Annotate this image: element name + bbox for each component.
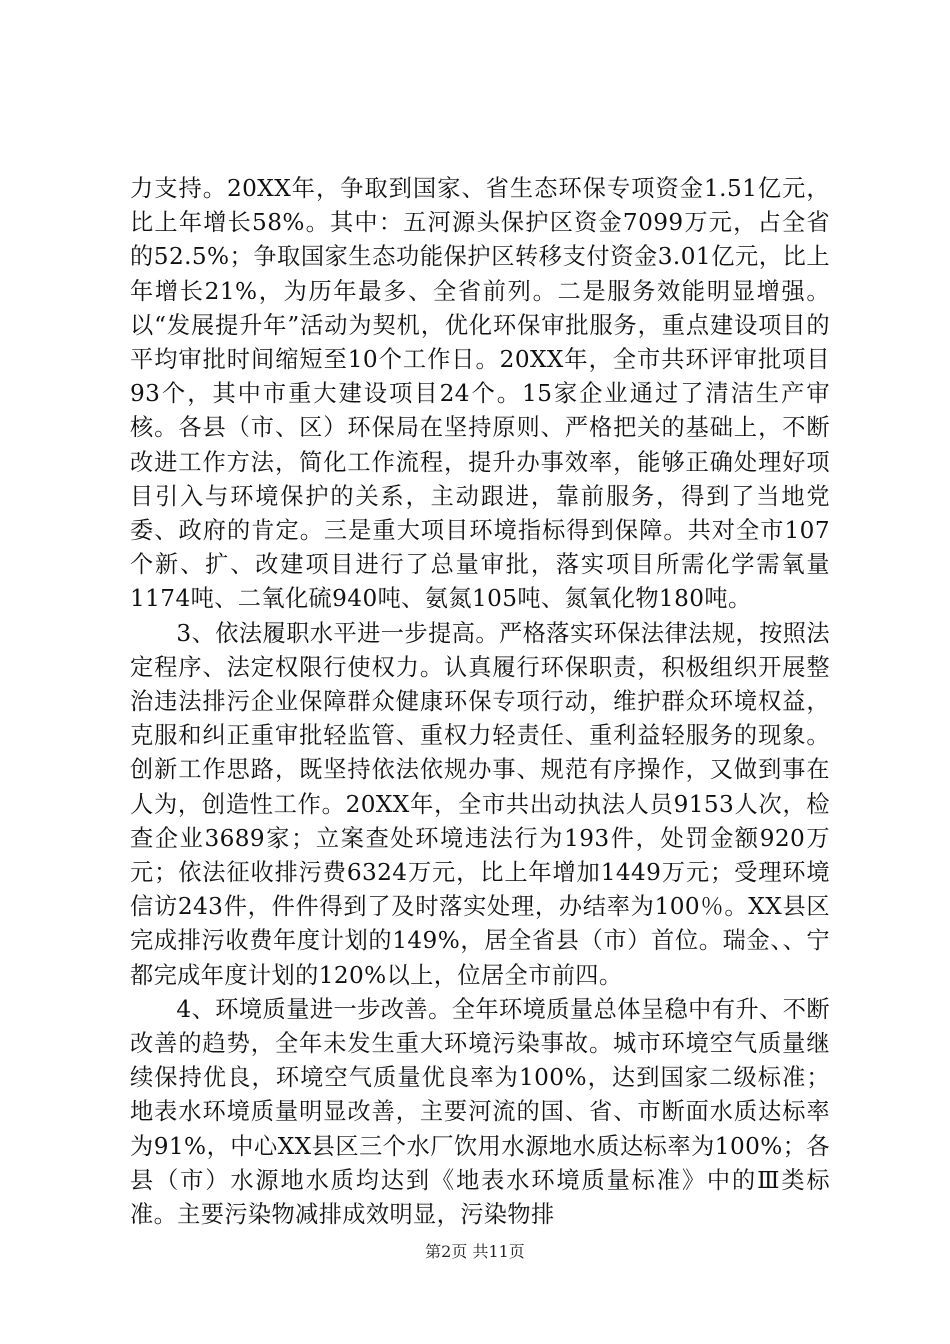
page-footer: 第2页 共11页 [425,1242,525,1261]
paragraph-funding-services: 力支持。20XX年，争取到国家、省生态环保专项资金1.51亿元，比上年增长58%。其中：五河源头保护区资金7099万元，占全省的52.5%；争取国家生态功能保护区转移支付资金3.01亿元，比上年增长21%，为历年最多、全省前列。二是服务效能明显增强。以“发展提升年”活动为契机，优化环保审批服务，重点建设项目的平均审批时间缩短至10个工作日。20XX年，全市共环评审批项目93个，其中市重大建设项目24个。15家企业通过了清洁生产审核。各县（市、区）环保局在坚持原则、严格把关的基础上，不断改进工作方法，简化工作流程，提升办事效率，能够正确处理好项目引入与环境保护的关系，主动跟进，靠前服务，得到了当地党委、政府的肯定。三是重大项目环境指标得到保障。共对全市107个新、扩、改建项目进行了总量审批，落实项目所需化学需氧量1174吨、二氧化硫940吨、氨氮105吨、氮氧化物180吨。 [130,175,830,613]
document-body [130,172,830,1232]
paragraph-environment-quality: 4、环境质量进一步改善。全年环境质量总体呈稳中有升、不断改善的趋势，全年未发生重大环境污染事故。城市环境空气质量继续保持优良，环境空气质量优良率为100%，达到国家二级标准；地表水环境质量明显改善，主要河流的国、省、市断面水质达标率为91%，中心XX县区三个水厂饮用水源地水质达标率为100%；各县（市）水源地水质均达到《地表水环境质量标准》中的Ⅲ类标准。主要污染物减排成效明显，污染物排 [130,995,830,1229]
paragraph-law-enforcement: 3、依法履职水平进一步提高。严格落实环保法律法规，按照法定程序、法定权限行使权力。认真履行环保职责，积极组织开展整治违法排污企业保障群众健康环保专项行动，维护群众环境权益，克服和纠正重审批轻监管、重权力轻责任、重利益轻服务的现象。创新工作思路，既坚持依法依规办事、规范有序操作，又做到事在人为，创造性工作。20XX年，全市共出动执法人员9153人次，检查企业3689家；立案查处环境违法行为193件，处罚金额920万元；依法征收排污费6324万元，比上年增加1449万元；受理环境信访243件，件件得到了及时落实处理，办结率为100％。XX县区完成排污收费年度计划的149%，居全省县（市）首位。瑞金、、宁都完成年度计划的120%以上，位居全市前四。 [130,619,830,989]
